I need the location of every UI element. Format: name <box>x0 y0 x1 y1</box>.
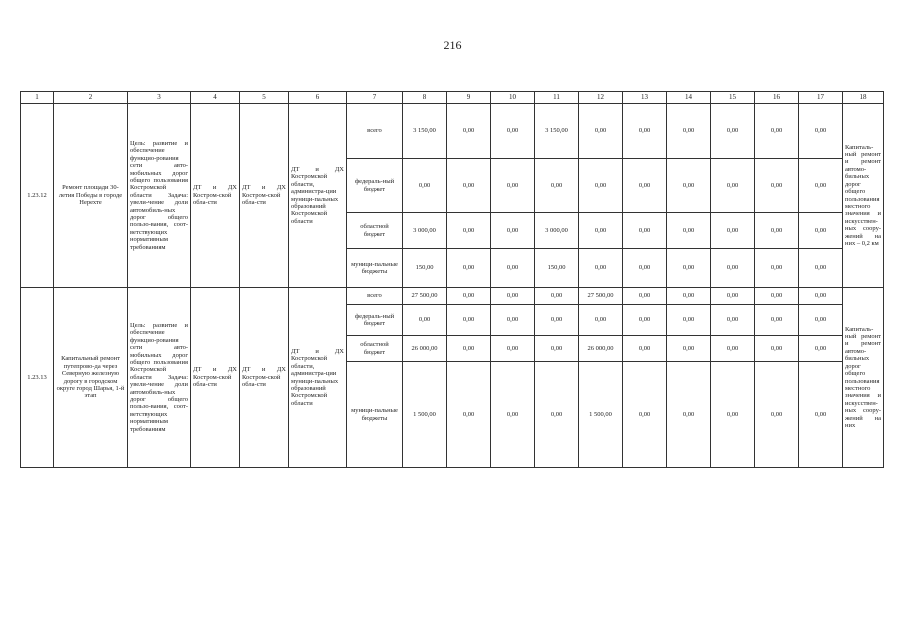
participants-cell: ДТ и ДХ Костромской области, администра-ции муници-пальных образований Костромской области <box>289 104 347 288</box>
measure-name-cell: Капитальный ремонт путепрово-да через Северную железную дорогу в городском округе город Шарья, 1-й этап <box>54 288 128 468</box>
header-cell: 8 <box>403 92 447 104</box>
amount-cell: 0,00 <box>755 362 799 468</box>
amount-cell: 0,00 <box>799 249 843 288</box>
funding-source-cell: муници-пальные бюджеты <box>347 362 403 468</box>
header-cell: 9 <box>447 92 491 104</box>
header-cell: 2 <box>54 92 128 104</box>
amount-cell: 0,00 <box>755 159 799 213</box>
result-cell: Капиталь-ный ремонт и ремонт автомо-бильных дорог общего пользования местного значения и искусствен-ных соору-жений на них <box>843 288 884 468</box>
amount-cell: 1 500,00 <box>579 362 623 468</box>
header-cell: 12 <box>579 92 623 104</box>
amount-cell: 0,00 <box>799 288 843 305</box>
amount-cell: 0,00 <box>667 336 711 362</box>
header-cell: 3 <box>128 92 191 104</box>
amount-cell: 0,00 <box>447 249 491 288</box>
amount-cell: 0,00 <box>579 104 623 159</box>
amount-cell: 0,00 <box>623 288 667 305</box>
measure-name-cell: Ремонт площади 30-летия Победы в городе Нерехте <box>54 104 128 288</box>
amount-cell: 0,00 <box>711 305 755 336</box>
header-row <box>21 92 884 104</box>
amount-cell: 0,00 <box>535 305 579 336</box>
amount-cell: 0,00 <box>491 249 535 288</box>
amount-cell: 0,00 <box>755 213 799 249</box>
amount-cell: 27 500,00 <box>403 288 447 305</box>
header-cell: 1 <box>21 92 54 104</box>
header-cell: 4 <box>191 92 240 104</box>
amount-cell: 0,00 <box>535 336 579 362</box>
amount-cell: 0,00 <box>579 213 623 249</box>
amount-cell: 0,00 <box>579 305 623 336</box>
amount-cell: 0,00 <box>491 159 535 213</box>
amount-cell: 0,00 <box>535 288 579 305</box>
header-cell: 17 <box>799 92 843 104</box>
amount-cell: 0,00 <box>623 104 667 159</box>
amount-cell: 0,00 <box>535 159 579 213</box>
result-cell: Капиталь-ный ремонт и ремонт автомо-бильных дорог общего пользования местного значения и искусствен-ных соору-жений на них – 0,2 км <box>843 104 884 288</box>
amount-cell: 0,00 <box>711 249 755 288</box>
amount-cell: 0,00 <box>667 362 711 468</box>
goal-cell: Цель: развитие и обеспечение функцио-рования сети авто-мобильных дорог общего пользования Костромской области Задача: увели-чение доли автомобиль-ных дорог общего пользо-вания, соот-ветствующих нормативным требованиям <box>128 288 191 468</box>
funding-source-cell: областной бюджет <box>347 213 403 249</box>
header-cell: 13 <box>623 92 667 104</box>
header-cell: 7 <box>347 92 403 104</box>
table-row <box>21 288 884 305</box>
amount-cell: 0,00 <box>491 336 535 362</box>
amount-cell: 0,00 <box>491 104 535 159</box>
executor-cell: ДТ и ДХ Костром-ской обла-сти <box>191 104 240 288</box>
amount-cell: 0,00 <box>667 159 711 213</box>
header-cell: 11 <box>535 92 579 104</box>
amount-cell: 0,00 <box>403 159 447 213</box>
amount-cell: 0,00 <box>623 336 667 362</box>
table-row <box>21 104 884 159</box>
amount-cell: 150,00 <box>403 249 447 288</box>
goal-cell: Цель: развитие и обеспечение функцио-рования сети авто-мобильных дорог общего пользования Костромской области Задача: увели-чение доли автомобиль-ных дорог общего пользо-вания, соот-ветствующих нормативным требованиям <box>128 104 191 288</box>
funding-source-cell: федераль-ный бюджет <box>347 159 403 213</box>
header-cell: 18 <box>843 92 884 104</box>
amount-cell: 0,00 <box>755 104 799 159</box>
funding-source-cell: федераль-ный бюджет <box>347 305 403 336</box>
amount-cell: 27 500,00 <box>579 288 623 305</box>
amount-cell: 0,00 <box>579 249 623 288</box>
amount-cell: 0,00 <box>667 249 711 288</box>
amount-cell: 0,00 <box>447 159 491 213</box>
header-cell: 15 <box>711 92 755 104</box>
amount-cell: 0,00 <box>491 362 535 468</box>
header-cell: 14 <box>667 92 711 104</box>
header-cell: 16 <box>755 92 799 104</box>
amount-cell: 3 150,00 <box>403 104 447 159</box>
amount-cell: 0,00 <box>667 305 711 336</box>
amount-cell: 0,00 <box>799 104 843 159</box>
amount-cell: 0,00 <box>623 249 667 288</box>
amount-cell: 0,00 <box>667 213 711 249</box>
funding-source-cell: областной бюджет <box>347 336 403 362</box>
amount-cell: 0,00 <box>755 305 799 336</box>
participants-cell: ДТ и ДХ Костромской области, администра-ции муници-пальных образований Костромской области <box>289 288 347 468</box>
amount-cell: 0,00 <box>447 288 491 305</box>
amount-cell: 0,00 <box>623 213 667 249</box>
header-cell: 10 <box>491 92 535 104</box>
amount-cell: 3 150,00 <box>535 104 579 159</box>
measure-code-cell: 1.23.12 <box>21 104 54 288</box>
amount-cell: 0,00 <box>799 159 843 213</box>
amount-cell: 3 000,00 <box>403 213 447 249</box>
amount-cell: 0,00 <box>579 159 623 213</box>
funding-source-cell: всего <box>347 288 403 305</box>
amount-cell: 0,00 <box>755 288 799 305</box>
amount-cell: 0,00 <box>711 213 755 249</box>
amount-cell: 0,00 <box>711 104 755 159</box>
amount-cell: 0,00 <box>447 213 491 249</box>
amount-cell: 0,00 <box>535 362 579 468</box>
amount-cell: 0,00 <box>799 362 843 468</box>
page-number: 216 <box>443 38 462 52</box>
amount-cell: 0,00 <box>799 336 843 362</box>
amount-cell: 26 000,00 <box>403 336 447 362</box>
executor-cell: ДТ и ДХ Костром-ской обла-сти <box>191 288 240 468</box>
coexecutor-cell: ДТ и ДХ Костром-ской обла-сти <box>240 104 289 288</box>
amount-cell: 0,00 <box>447 104 491 159</box>
amount-cell: 150,00 <box>535 249 579 288</box>
amount-cell: 0,00 <box>755 249 799 288</box>
amount-cell: 0,00 <box>755 336 799 362</box>
amount-cell: 0,00 <box>403 305 447 336</box>
amount-cell: 0,00 <box>491 305 535 336</box>
amount-cell: 0,00 <box>623 305 667 336</box>
amount-cell: 0,00 <box>447 305 491 336</box>
amount-cell: 26 000,00 <box>579 336 623 362</box>
funding-source-cell: муници-пальные бюджеты <box>347 249 403 288</box>
amount-cell: 0,00 <box>623 159 667 213</box>
amount-cell: 0,00 <box>491 213 535 249</box>
amount-cell: 0,00 <box>711 362 755 468</box>
amount-cell: 0,00 <box>447 336 491 362</box>
amount-cell: 0,00 <box>799 305 843 336</box>
amount-cell: 0,00 <box>623 362 667 468</box>
amount-cell: 0,00 <box>667 104 711 159</box>
amount-cell: 0,00 <box>667 288 711 305</box>
amount-cell: 0,00 <box>799 213 843 249</box>
amount-cell: 0,00 <box>491 288 535 305</box>
coexecutor-cell: ДТ и ДХ Костром-ской обла-сти <box>240 288 289 468</box>
amount-cell: 1 500,00 <box>403 362 447 468</box>
amount-cell: 3 000,00 <box>535 213 579 249</box>
program-table <box>20 91 884 468</box>
amount-cell: 0,00 <box>447 362 491 468</box>
measure-code-cell: 1.23.13 <box>21 288 54 468</box>
amount-cell: 0,00 <box>711 288 755 305</box>
amount-cell: 0,00 <box>711 336 755 362</box>
header-cell: 5 <box>240 92 289 104</box>
amount-cell: 0,00 <box>711 159 755 213</box>
header-cell: 6 <box>289 92 347 104</box>
funding-source-cell: всего <box>347 104 403 159</box>
table-body <box>21 104 884 468</box>
